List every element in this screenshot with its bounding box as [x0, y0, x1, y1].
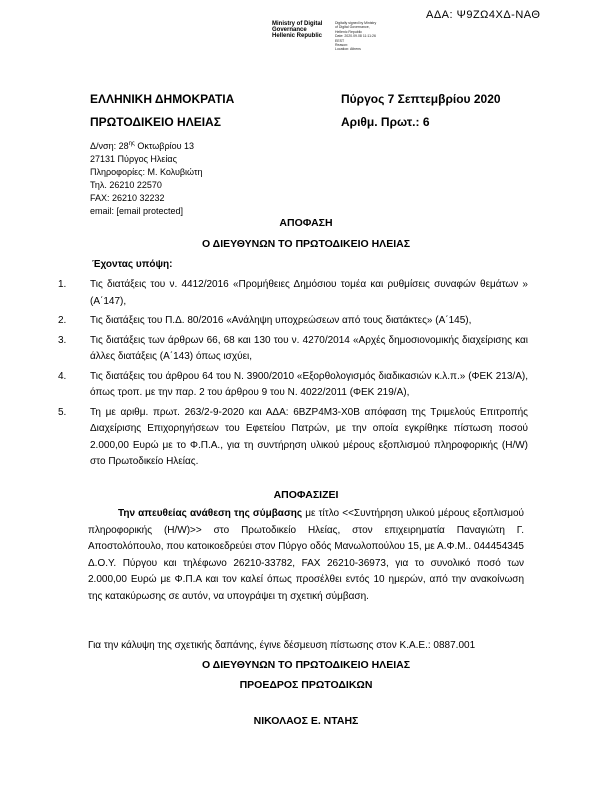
digital-signature-block — [335, 21, 376, 52]
contact-city: 27131 Πύργος Ηλείας — [90, 154, 177, 164]
signoff-name: ΝΙΚΟΛΑΟΣ Ε. ΝΤΑΗΣ — [253, 715, 359, 727]
item-text: Τις διατάξεις των άρθρων 66, 68 και 130 του ν. 4270/2014 «Αρχές δημοσιονομικής διαχείρισης και άλλες διατάξεις (Α΄143) όπως ισχύει, — [90, 334, 528, 362]
ministry-stamp — [272, 21, 322, 39]
document-date: Πύργος 7 Σεπτεμβρίου 2020 — [341, 92, 501, 106]
contact-fax: FAX: 26210 32232 — [90, 193, 165, 203]
contact-info: Πληροφορίες: Μ. Κολυβιώτη — [90, 167, 203, 177]
list-item — [58, 405, 528, 471]
list-item — [58, 277, 528, 310]
item-number: 3. — [58, 334, 67, 346]
commitment-line: Για την κάλυψη της σχετικής δαπάνης, έγινε δέσμευση πίστωσης στον Κ.Α.Ε.: 0887.001 — [88, 640, 476, 651]
decision-lead: Την απευθείας ανάθεση της σύμβασης — [118, 508, 303, 519]
item-number: 5. — [58, 406, 67, 418]
signature-line: Hellenic Republic — [335, 29, 363, 34]
item-text: Τις διατάξεις του Π.Δ. 80/2016 «Ανάληψη υποχρεώσεων από τους διατάκτες» (Α΄145), — [90, 315, 472, 326]
ada-code: ΑΔΑ: Ψ9ΖΩ4ΧΔ-ΝΑΘ — [426, 9, 541, 21]
signature-line: EEST — [335, 38, 345, 43]
having-regard-heading: Έχοντας υπόψη: — [92, 259, 173, 270]
signature-line: of Digital Governance, — [335, 25, 370, 30]
decision-text: με τίτλο <<Συντήρηση υλικού μέρους εξοπλισμού πληροφορικής (Η/W)>> στο Πρωτοδικείο Ηλείας, στον επιχειρηματία Παναγιώτη Γ. Αποστολόπουλο, που κατοικοεδρεύει στον Πύργο οδός Μανωλοπούλου 15, με Α.Φ.Μ.. 044454345 Δ.Ο.Υ. Πύργου και τηλέφωνο 26210-33782, FAX 26210-36973, για το συνολικό ποσό των 2.000,00 Ευρώ με Φ.Π.Α και τον καλεί όπως προσέλθει εντός 10 ημερών, από την ανακοίνωση της κατακύρωσης σε αυτόν, να υπογράψει τη σχετική σύμβαση. — [88, 508, 524, 602]
ministry-line: Hellenic Republic — [272, 33, 323, 39]
item-text: Τις διατάξεις του ν. 4412/2016 «Προμήθειες Δημόσιου τομέα και ρυθμίσεις συναφών θεμάτων » (Α΄147), — [90, 279, 528, 307]
decision-paragraph — [88, 506, 524, 605]
list-item — [58, 333, 528, 366]
court-heading: ΠΡΩΤΟΔΙΚΕΙΟ ΗΛΕΙΑΣ — [90, 115, 221, 129]
contact-block — [90, 138, 203, 218]
signature-line: Date: 2020.09.08 11:11:26 — [335, 34, 376, 39]
signoff-title: Ο ΔΙΕΥΘΥΝΩΝ ΤΟ ΠΡΩΤΟΔΙΚΕΙΟ ΗΛΕΙΑΣ — [201, 659, 410, 671]
protocol-number: Αριθμ. Πρωτ.: 6 — [341, 115, 430, 129]
signature-line: Location: Athens — [335, 47, 361, 52]
contact-email: email: [email protected] — [90, 206, 184, 216]
item-number: 1. — [58, 279, 67, 290]
signature-line: Digitally signed by Ministry — [335, 21, 377, 25]
signature-line: Reason: — [335, 43, 349, 48]
item-number: 2. — [58, 315, 67, 326]
item-text: Τις διατάξεις του άρθρου 64 του Ν. 3900/2010 «Εξορθολογισμός διαδικασιών κ.λ.π.» (ΦΕΚ 213/Α), όπως τροπ. με την παρ. 2 του άρθρου 9 του Ν. 4022/2011 (ΦΕΚ 219/Α), — [90, 370, 528, 398]
contact-address: Δ/νση: $28^{\eta\varsigma}$ Οκτωβρίου 13 — [90, 141, 195, 151]
signoff-role: ΠΡΟΕΔΡΟΣ ΠΡΩΤΟΔΙΚΩΝ — [239, 679, 373, 691]
ministry-line: Ministry of Digital — [272, 21, 323, 27]
decision-title: ΑΠΟΦΑΣΗ — [279, 217, 333, 229]
list-item — [58, 313, 528, 330]
decision-subtitle: Ο ΔΙΕΥΘΥΝΩΝ ΤΟ ΠΡΩΤΟΔΙΚΕΙΟ ΗΛΕΙΑΣ — [201, 238, 410, 250]
contact-phone: Τηλ. 26210 22570 — [90, 180, 162, 190]
considerations-list — [58, 277, 528, 471]
ministry-line: Governance — [272, 27, 307, 33]
item-text: Τη με αριθμ. πρωτ. 263/2-9-2020 και ΑΔΑ: 6ΒΖΡ4Μ3-Χ0Β απόφαση της Τριμελούς Επιτροπής Διαχείρισης Επιχορηγήσεων του Εφετείου Πατρών, με την οποία εγκρίθηκε πίστωση ποσού 2.000,00 Ευρώ με το Φ.Π.Α., για τη συντήρηση υλικού μέρους εξοπλισμού πληροφορικής (Η/W) στο Πρωτοδικείο Ηλείας. — [90, 406, 528, 467]
decides-heading: ΑΠΟΦΑΣΙΖΕΙ — [273, 489, 339, 501]
list-item — [58, 369, 528, 402]
item-number: 4. — [58, 370, 67, 382]
republic-heading: ΕΛΛΗΝΙΚΗ ΔΗΜΟΚΡΑΤΙΑ — [90, 92, 235, 106]
